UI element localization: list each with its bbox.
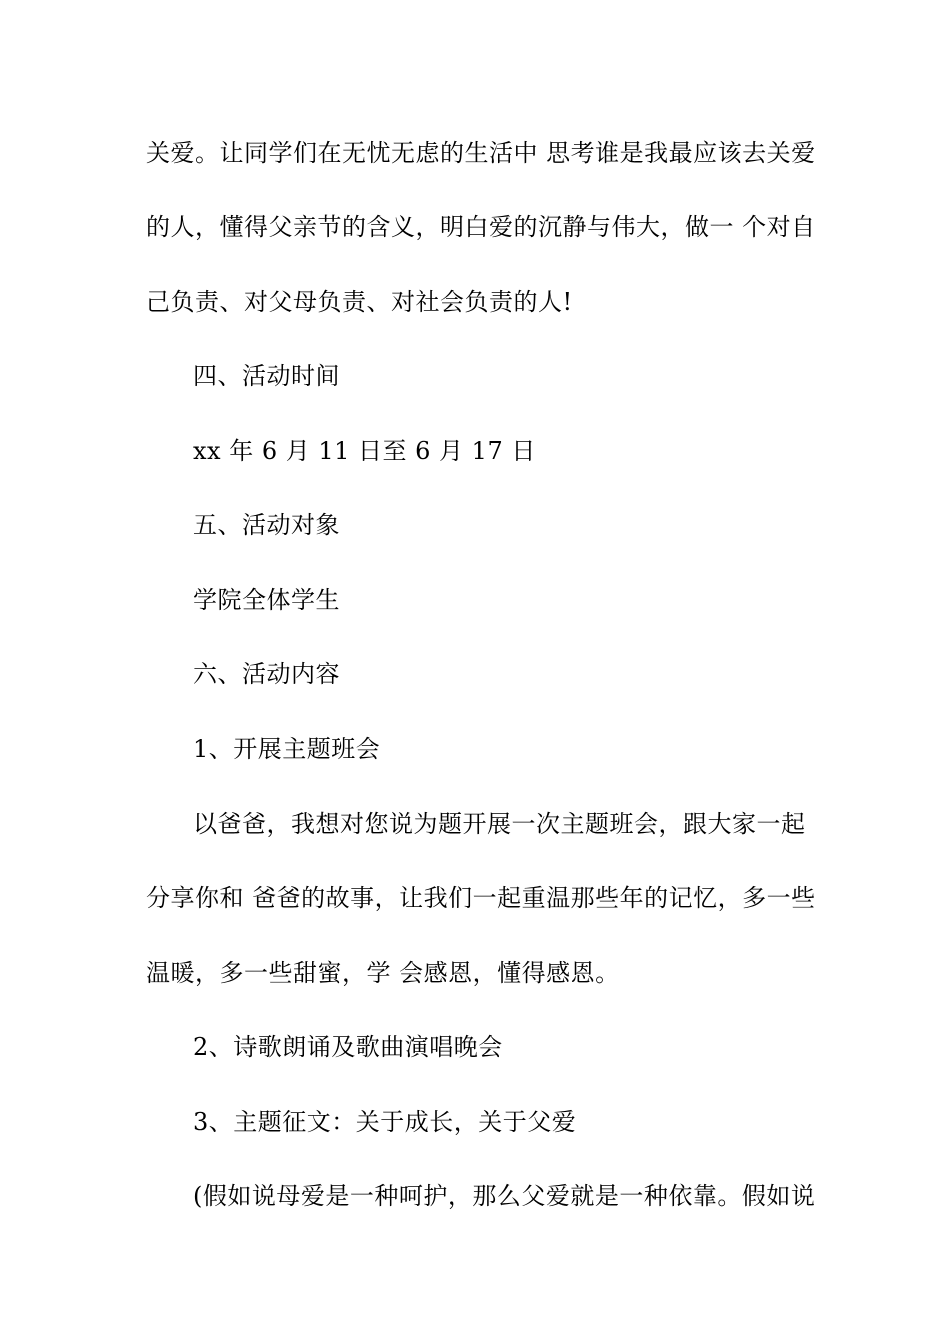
item-3-heading: 3、主题征文：关于成长，关于父爱 [193, 1108, 577, 1136]
paragraph-line-11: 分享你和 爸爸的故事，让我们一起重温那些年的记忆，多一些 [146, 884, 816, 912]
section-heading-content: 六、活动内容 [193, 660, 340, 688]
paragraph-line-1: 关爱。让同学们在无忧无虑的生活中 思考谁是我最应该去关爱 [146, 139, 816, 167]
activity-date: xx 年 6 月 11 日至 6 月 17 日 [193, 437, 536, 465]
paragraph-line-15: (假如说母爱是一种呵护，那么父爱就是一种依靠。假如说 [193, 1182, 816, 1210]
item-2-heading: 2、诗歌朗诵及歌曲演唱晚会 [193, 1033, 503, 1061]
section-heading-target: 五、活动对象 [193, 511, 340, 539]
paragraph-line-12: 温暖，多一些甜蜜，学 会感恩，懂得感恩。 [146, 959, 620, 987]
target-audience: 学院全体学生 [193, 586, 340, 614]
paragraph-line-2: 的人，懂得父亲节的含义，明白爱的沉静与伟大，做一 个对自 [146, 213, 816, 241]
paragraph-line-3: 己负责、对父母负责、对社会负责的人! [146, 288, 573, 316]
item-1-heading: 1、开展主题班会 [193, 735, 381, 763]
section-heading-time: 四、活动时间 [193, 362, 340, 390]
paragraph-line-10: 以爸爸，我想对您说为题开展一次主题班会，跟大家一起 [193, 810, 806, 838]
